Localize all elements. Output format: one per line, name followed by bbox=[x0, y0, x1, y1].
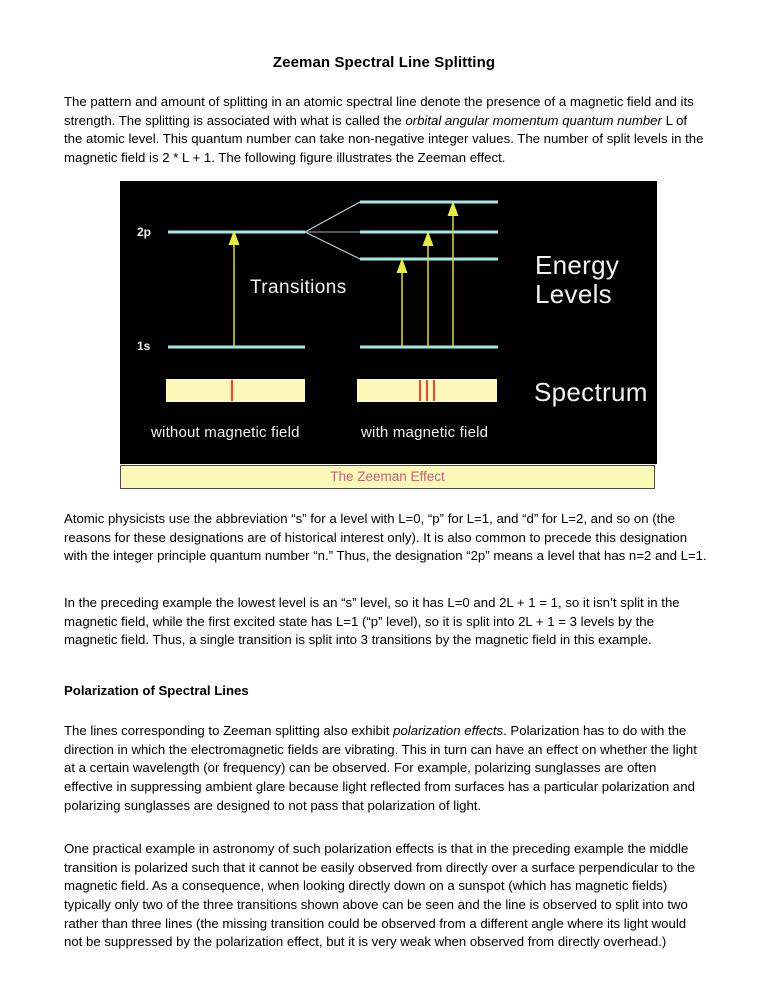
figure-label-energy-levels bbox=[535, 251, 619, 309]
paragraph-polarization-part1: The lines corresponding to Zeeman splitting also exhibit bbox=[64, 723, 394, 739]
figure-label-transitions: Transitions bbox=[250, 277, 347, 298]
figure-caption-text: The Zeeman Effect bbox=[330, 469, 445, 484]
fan-line-upper bbox=[305, 202, 360, 232]
figure-label-1s: 1s bbox=[137, 339, 151, 353]
figure-label-with-magnetic-field: with magnetic field bbox=[361, 424, 489, 441]
paragraph-notation: Atomic physicists use the abbreviation “s” for a level with L=0, “p” for L=1, and “d” for L=2, and so on (the reasons for these designations are of historical interest only). It is also common to precede this designation with the integer principle quantum number “n.” Thus, the designation “2p” means a level that has n=2 and L=1. bbox=[64, 511, 707, 564]
paragraph-intro-part1: The pattern and amount of splitting in an atomic spectral line denote the presence of a magnetic field and its strength. The splitting is associated with what is called the bbox=[64, 94, 694, 128]
page-title: Zeeman Spectral Line Splitting bbox=[272, 54, 496, 72]
section-heading-polarization: Polarization of Spectral Lines bbox=[64, 682, 249, 698]
emphasis-polarization-effects: polarization effects bbox=[393, 723, 504, 739]
emphasis-orbital-angular-momentum: orbital angular momentum quantum number bbox=[405, 112, 662, 128]
transition-arrow-right-3 bbox=[448, 201, 459, 347]
transition-arrow-right-2 bbox=[423, 231, 434, 347]
energy-levels-line1: Energy bbox=[535, 250, 620, 280]
paragraph-polarization-part2: . Polarization has to do with the direction in which the electromagnetic fields are vibrating. This in turn can have an effect on whether the light at a certain wavelength (or frequency) can be observed. For example, polarizing sunglasses are often effective in suppressing ambient glare because light reflected from surfaces has a particular polarization and polarizing sunglasses are designed to not pass that polarization of light. bbox=[64, 723, 697, 813]
spectrum-band-without-field bbox=[166, 379, 305, 402]
figure-diagram-area bbox=[120, 181, 657, 464]
transition-arrow-right-1 bbox=[397, 258, 408, 347]
paragraph-polarization bbox=[64, 722, 708, 815]
figure-caption-box bbox=[120, 465, 655, 489]
figure-label-spectrum: Spectrum bbox=[534, 377, 648, 407]
paragraph-astronomy-example: One practical example in astronomy of such polarization effects is that in the preceding example the middle transition is polarized such that it cannot be easily observed from directly over a surface perpendicular to the magnetic field. As a consequence, when looking directly down on a sunspot (which has magnetic fields) typically only two of the three transitions shown above can be seen and the line is observed to split into two rather than three lines (the missing transition could be observed from a different angle where its light would not be suppressed by the polarization effect, but it is very weak when observed from directly overhead.) bbox=[64, 841, 696, 950]
figure-label-without-magnetic-field: without magnetic field bbox=[151, 424, 300, 441]
figure-label-2p: 2p bbox=[137, 225, 152, 239]
paragraph-intro-part2: L of the atomic level. This quantum number can take non-negative integer values. The number of split levels in the magnetic field is 2 * L + 1. The following figure illustrates the Zeeman effect. bbox=[64, 112, 704, 165]
transition-arrow-single bbox=[229, 230, 240, 347]
energy-levels-line2: Levels bbox=[535, 279, 612, 309]
fan-line-lower bbox=[305, 232, 360, 259]
paragraph-splitting-example: In the preceding example the lowest level is an “s” level, so it has L=0 and 2L + 1 = 1, so it isn’t split in the magnetic field, while the first excited state has L=1 (“p” level), so it is split into 2L + 1 = 3 levels by the magnetic field. Thus, a single transition is split into 3 transitions by the magnetic field in this example. bbox=[64, 595, 680, 648]
paragraph-intro bbox=[64, 93, 708, 167]
energy-level-diagram bbox=[120, 181, 657, 464]
zeeman-effect-figure bbox=[120, 181, 657, 489]
